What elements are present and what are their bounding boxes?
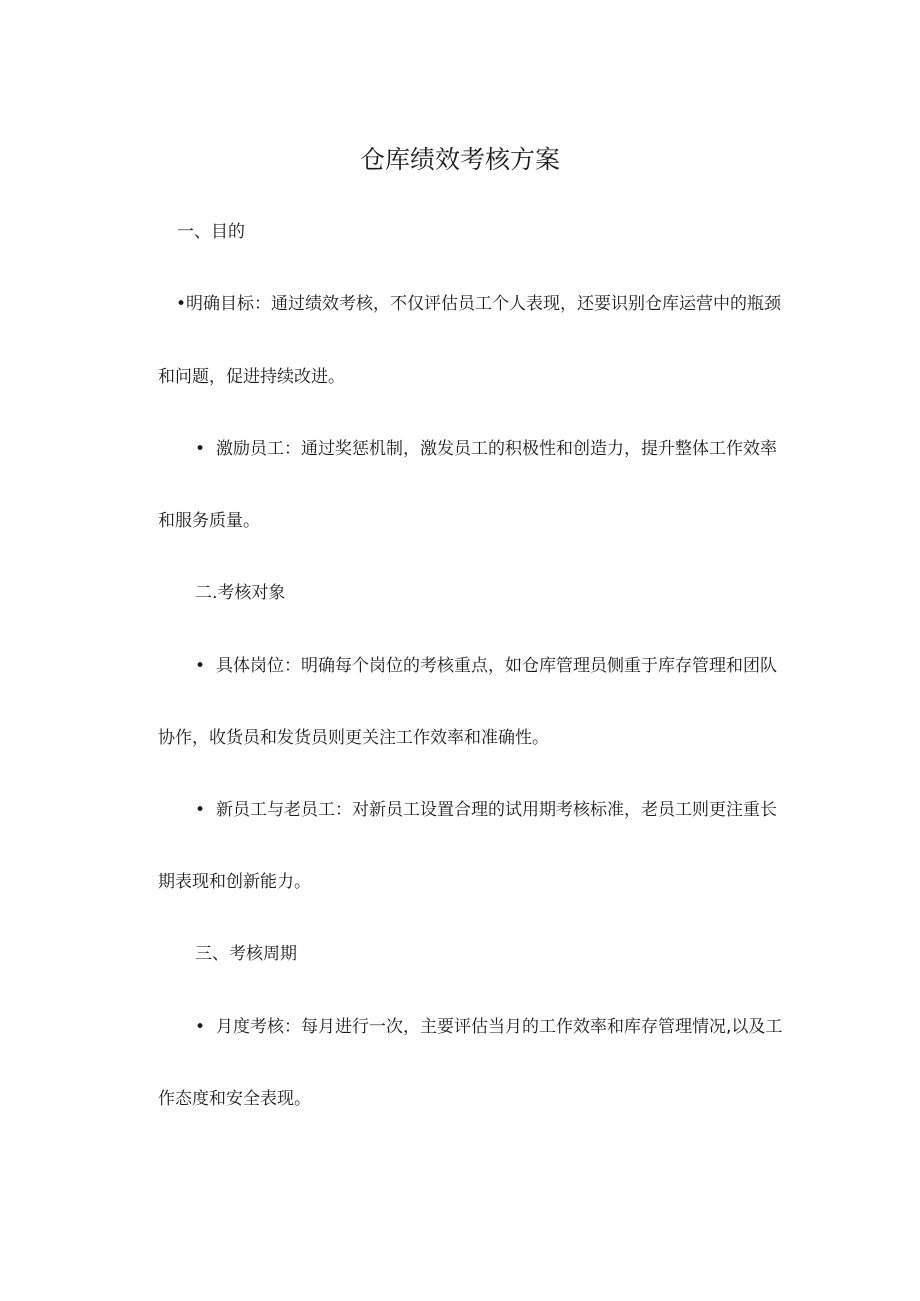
bullet-icon: • xyxy=(195,800,206,820)
list-item-continuation: 和问题，促进持续改进。 xyxy=(158,367,345,387)
section-heading-purpose: 一、目的 xyxy=(177,222,245,242)
list-item-text: 新员工与老员工：对新员工设置合理的试用期考核标准，老员工则更注重长 xyxy=(216,800,777,820)
list-item-text: 激励员工：通过奖惩机制，激发员工的积极性和创造力，提升整体工作效率 xyxy=(216,439,777,459)
list-item-line xyxy=(176,292,781,316)
list-item-continuation: 作态度和安全表现。 xyxy=(158,1089,311,1109)
list-item-text: 具体岗位：明确每个岗位的考核重点，如仓库管理员侧重于库存管理和团队 xyxy=(216,656,777,676)
list-item-continuation: 协作，收货员和发货员则更关注工作效率和准确性。 xyxy=(158,728,549,748)
list-item-text: 月度考核：每月进行一次，主要评估当月的工作效率和库存管理情况,以及工 xyxy=(216,1017,783,1037)
list-item-line xyxy=(195,437,777,461)
bullet-icon: • xyxy=(195,439,206,459)
bullet-icon: • xyxy=(176,294,187,314)
bullet-icon: • xyxy=(195,1017,206,1037)
list-item-continuation: 期表现和创新能力。 xyxy=(158,872,311,892)
list-item-continuation: 和服务质量。 xyxy=(158,511,260,531)
section-heading-targets: 二.考核对象 xyxy=(195,583,286,603)
document-title: 仓库绩效考核方案 xyxy=(359,145,560,174)
bullet-icon: • xyxy=(195,656,206,676)
section-heading-cycle: 三、考核周期 xyxy=(195,944,297,964)
list-item-line xyxy=(195,1015,782,1039)
list-item-line xyxy=(195,654,777,678)
list-item-text: 明确目标：通过绩效考核，不仅评估员工个人表现，还要识别仓库运营中的瓶颈 xyxy=(186,294,782,314)
list-item-line xyxy=(195,798,777,822)
